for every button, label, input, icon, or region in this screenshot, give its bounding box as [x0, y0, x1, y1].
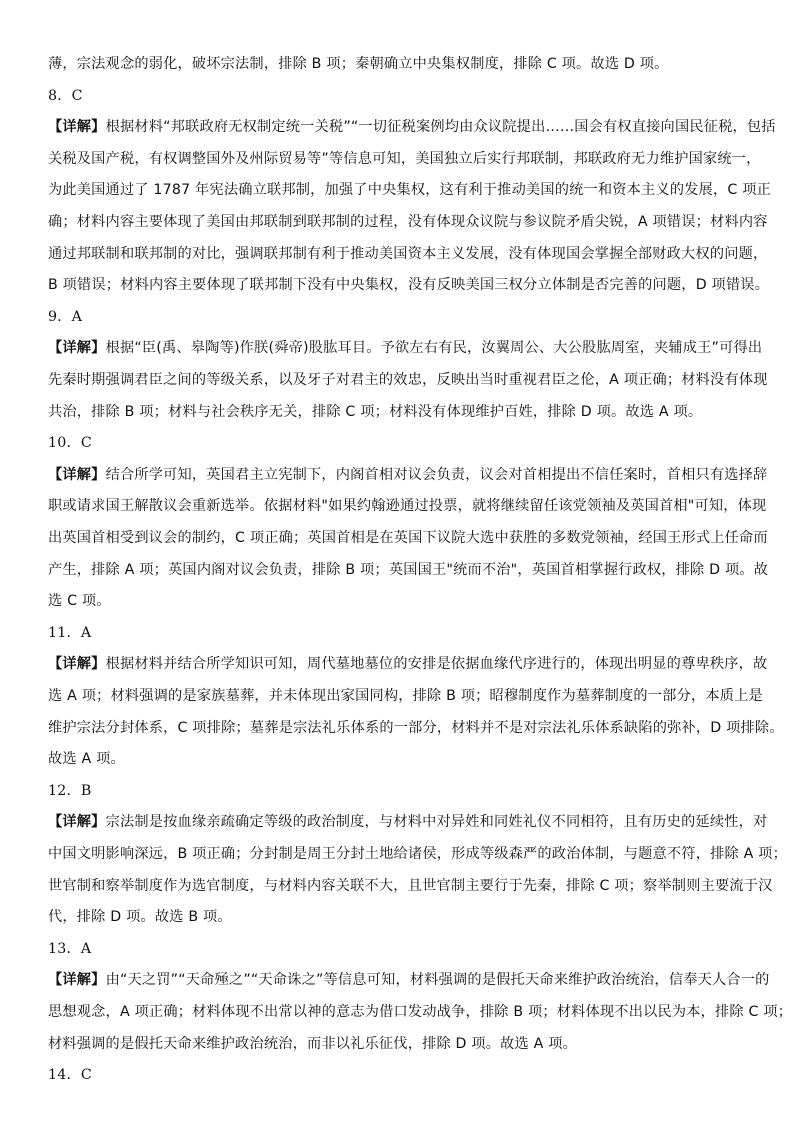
text-line	[48, 338, 763, 358]
line-text: 10．C	[48, 435, 92, 452]
line-text: 12．B	[48, 782, 92, 799]
text-line	[48, 844, 787, 864]
line-text: 9．A	[48, 308, 83, 325]
line-text: 宗法制是按血缘亲疏确定等级的政治制度，与材料中对异姓和同姓礼仪不同相符，且有历史的延续性，对	[105, 814, 768, 831]
line-text: 确；材料内容主要体现了美国由邦联制到联邦制的过程，没有体现众议院与参议院矛盾尖锐，A 项错误；材料内容	[48, 214, 768, 230]
text-line	[48, 1034, 748, 1054]
line-text: 14．C	[48, 1067, 92, 1084]
text-line	[48, 591, 748, 611]
line-text: 根据材料“邦联政府无权制定统一关税”“一切征税案例均由众议院提出……国会有权直接向国民征税，包括	[105, 119, 776, 136]
text-line	[48, 402, 748, 422]
line-text: 共治，排除 B 项；材料与社会秩序无关，排除 C 项；材料没有体现维护百姓，排除 D 项。故选 A 项。	[48, 403, 703, 420]
line-text: 为此美国通过了 1787 年宪法确立联邦制，加强了中央集权，这有利于推动美国的统一和资本主义的发展，C 项正	[48, 182, 771, 199]
line-text: 关税及国产税，有权调整国外及州际贸易等”等信息可知，美国独立后实行邦联制，邦联政府无力维护国家统一，	[48, 150, 761, 167]
text-line	[48, 275, 770, 295]
text-line	[48, 370, 768, 390]
text-line	[48, 970, 770, 990]
text-line	[48, 907, 748, 927]
line-text: 根据“臣(禹、皋陶等)作朕(舜帝)股肱耳目。予欲左右有民，汝翼周公、大公股肱周室，夹辅成王”可得出	[105, 340, 763, 357]
explanation-tag: 【详解】	[48, 814, 106, 831]
line-text: 世官制和察举制度作为选官制度，与材料内容关联不大，且世官制主要行于先秦，排除 C 项；察举制则主要流于汉	[48, 877, 773, 894]
line-text: 选 C 项。	[48, 593, 111, 610]
line-text: 由“天之罚”“天命殛之”“天命诛之”等信息可知，材料强调的是假托天命来维护政治统治，信奉天人合一的	[105, 972, 770, 989]
line-text: 根据材料并结合所学知识可知，周代墓地墓位的安排是依据血缘代序进行的，体现出明显的尊卑秩序，故	[105, 656, 768, 673]
answer-number	[48, 1065, 748, 1085]
line-text: 先秦时期强调君臣之间的等级关系，以及牙子对君主的效忠，反映出当时重视君臣之伦，A 项正确；材料没有体现	[48, 372, 768, 388]
line-text: 产生，排除 A 项；英国内阁对议会负责，排除 B 项；英国国王"统而不治"，英国首相掌握行政权，排除 D 项。故	[48, 561, 769, 578]
text-line	[48, 244, 768, 264]
answer-number	[48, 781, 748, 801]
answer-number	[48, 307, 748, 327]
text-line	[48, 496, 767, 516]
text-line	[48, 718, 784, 738]
text-line	[48, 212, 768, 232]
explanation-tag: 【详解】	[48, 340, 106, 357]
line-text: 薄，宗法观念的弱化，破坏宗法制，排除 B 项；秦朝确立中央集权制度，排除 C 项。故选 D 项。	[48, 56, 669, 72]
text-line	[48, 149, 761, 169]
text-line	[48, 876, 773, 896]
text-line	[48, 749, 748, 769]
line-text: 8．C	[48, 87, 83, 104]
explanation-tag: 【详解】	[48, 466, 106, 483]
text-line	[48, 654, 768, 674]
line-text: 选 A 项；材料强调的是家族墓葬，并未体现出家国同构，排除 B 项；昭穆制度作为墓葬制度的一部分，本质上是	[48, 688, 763, 704]
text-line	[48, 560, 769, 580]
text-line	[48, 54, 748, 74]
line-text: 结合所学可知，英国君主立宪制下，内阁首相对议会负责，议会对首相提出不信任案时，首相只有选择辞	[105, 466, 768, 483]
text-line	[48, 686, 763, 706]
line-text: 思想观念，A 项正确；材料体现不出常以神的意志为借口发动战争，排除 B 项；材料体现不出以民为本，排除 C 项；	[48, 1004, 793, 1020]
line-text: 维护宗法分封体系，C 项排除；墓葬是宗法礼乐体系的一部分，材料并不是对宗法礼乐体系缺陷的弥补，D 项排除。	[48, 719, 784, 736]
line-text: 代，排除 D 项。故选 B 项。	[48, 909, 232, 926]
text-line	[48, 465, 768, 485]
answer-number	[48, 623, 748, 643]
line-text: 故选 A 项。	[48, 751, 125, 768]
explanation-tag: 【详解】	[48, 119, 106, 136]
line-text: 职或请求国王解散议会重新选举。依据材料"如果约翰逊通过投票，就将继续留任该党领袖及英国首相"可知，体现	[48, 498, 767, 515]
text-line	[48, 180, 771, 200]
line-text: 出英国首相受到议会的制约，C 项正确；英国首相是在英国下议院大选中获胜的多数党领袖，经国王形式上任命而	[48, 530, 768, 546]
line-text: B 项错误；材料内容主要体现了联邦制下没有中央集权，没有反映美国三权分立体制是否完善的问题，D 项错误。	[48, 277, 770, 294]
explanation-tag: 【详解】	[48, 972, 106, 989]
line-text: 通过邦联制和联邦制的对比，强调联邦制有利于推动美国资本主义发展，没有体现国会掌握全部财政大权的问题，	[48, 245, 768, 262]
answer-number	[48, 939, 748, 959]
line-text: 11．A	[48, 624, 92, 641]
line-text: 13．A	[48, 940, 92, 957]
answer-number	[48, 433, 748, 453]
answer-number	[48, 86, 748, 106]
text-line	[48, 812, 768, 832]
text-line	[48, 528, 768, 548]
line-text: 中国文明影响深远，B 项正确；分封制是周王分封土地给诸侯，形成等级森严的政治体制，与题意不符，排除 A 项；	[48, 846, 787, 862]
line-text: 材料强调的是假托天命来维护政治统治，而非以礼乐征伐，排除 D 项。故选 A 项。	[48, 1035, 578, 1052]
text-line	[48, 1002, 793, 1022]
text-line	[48, 117, 776, 137]
explanation-tag: 【详解】	[48, 656, 106, 673]
